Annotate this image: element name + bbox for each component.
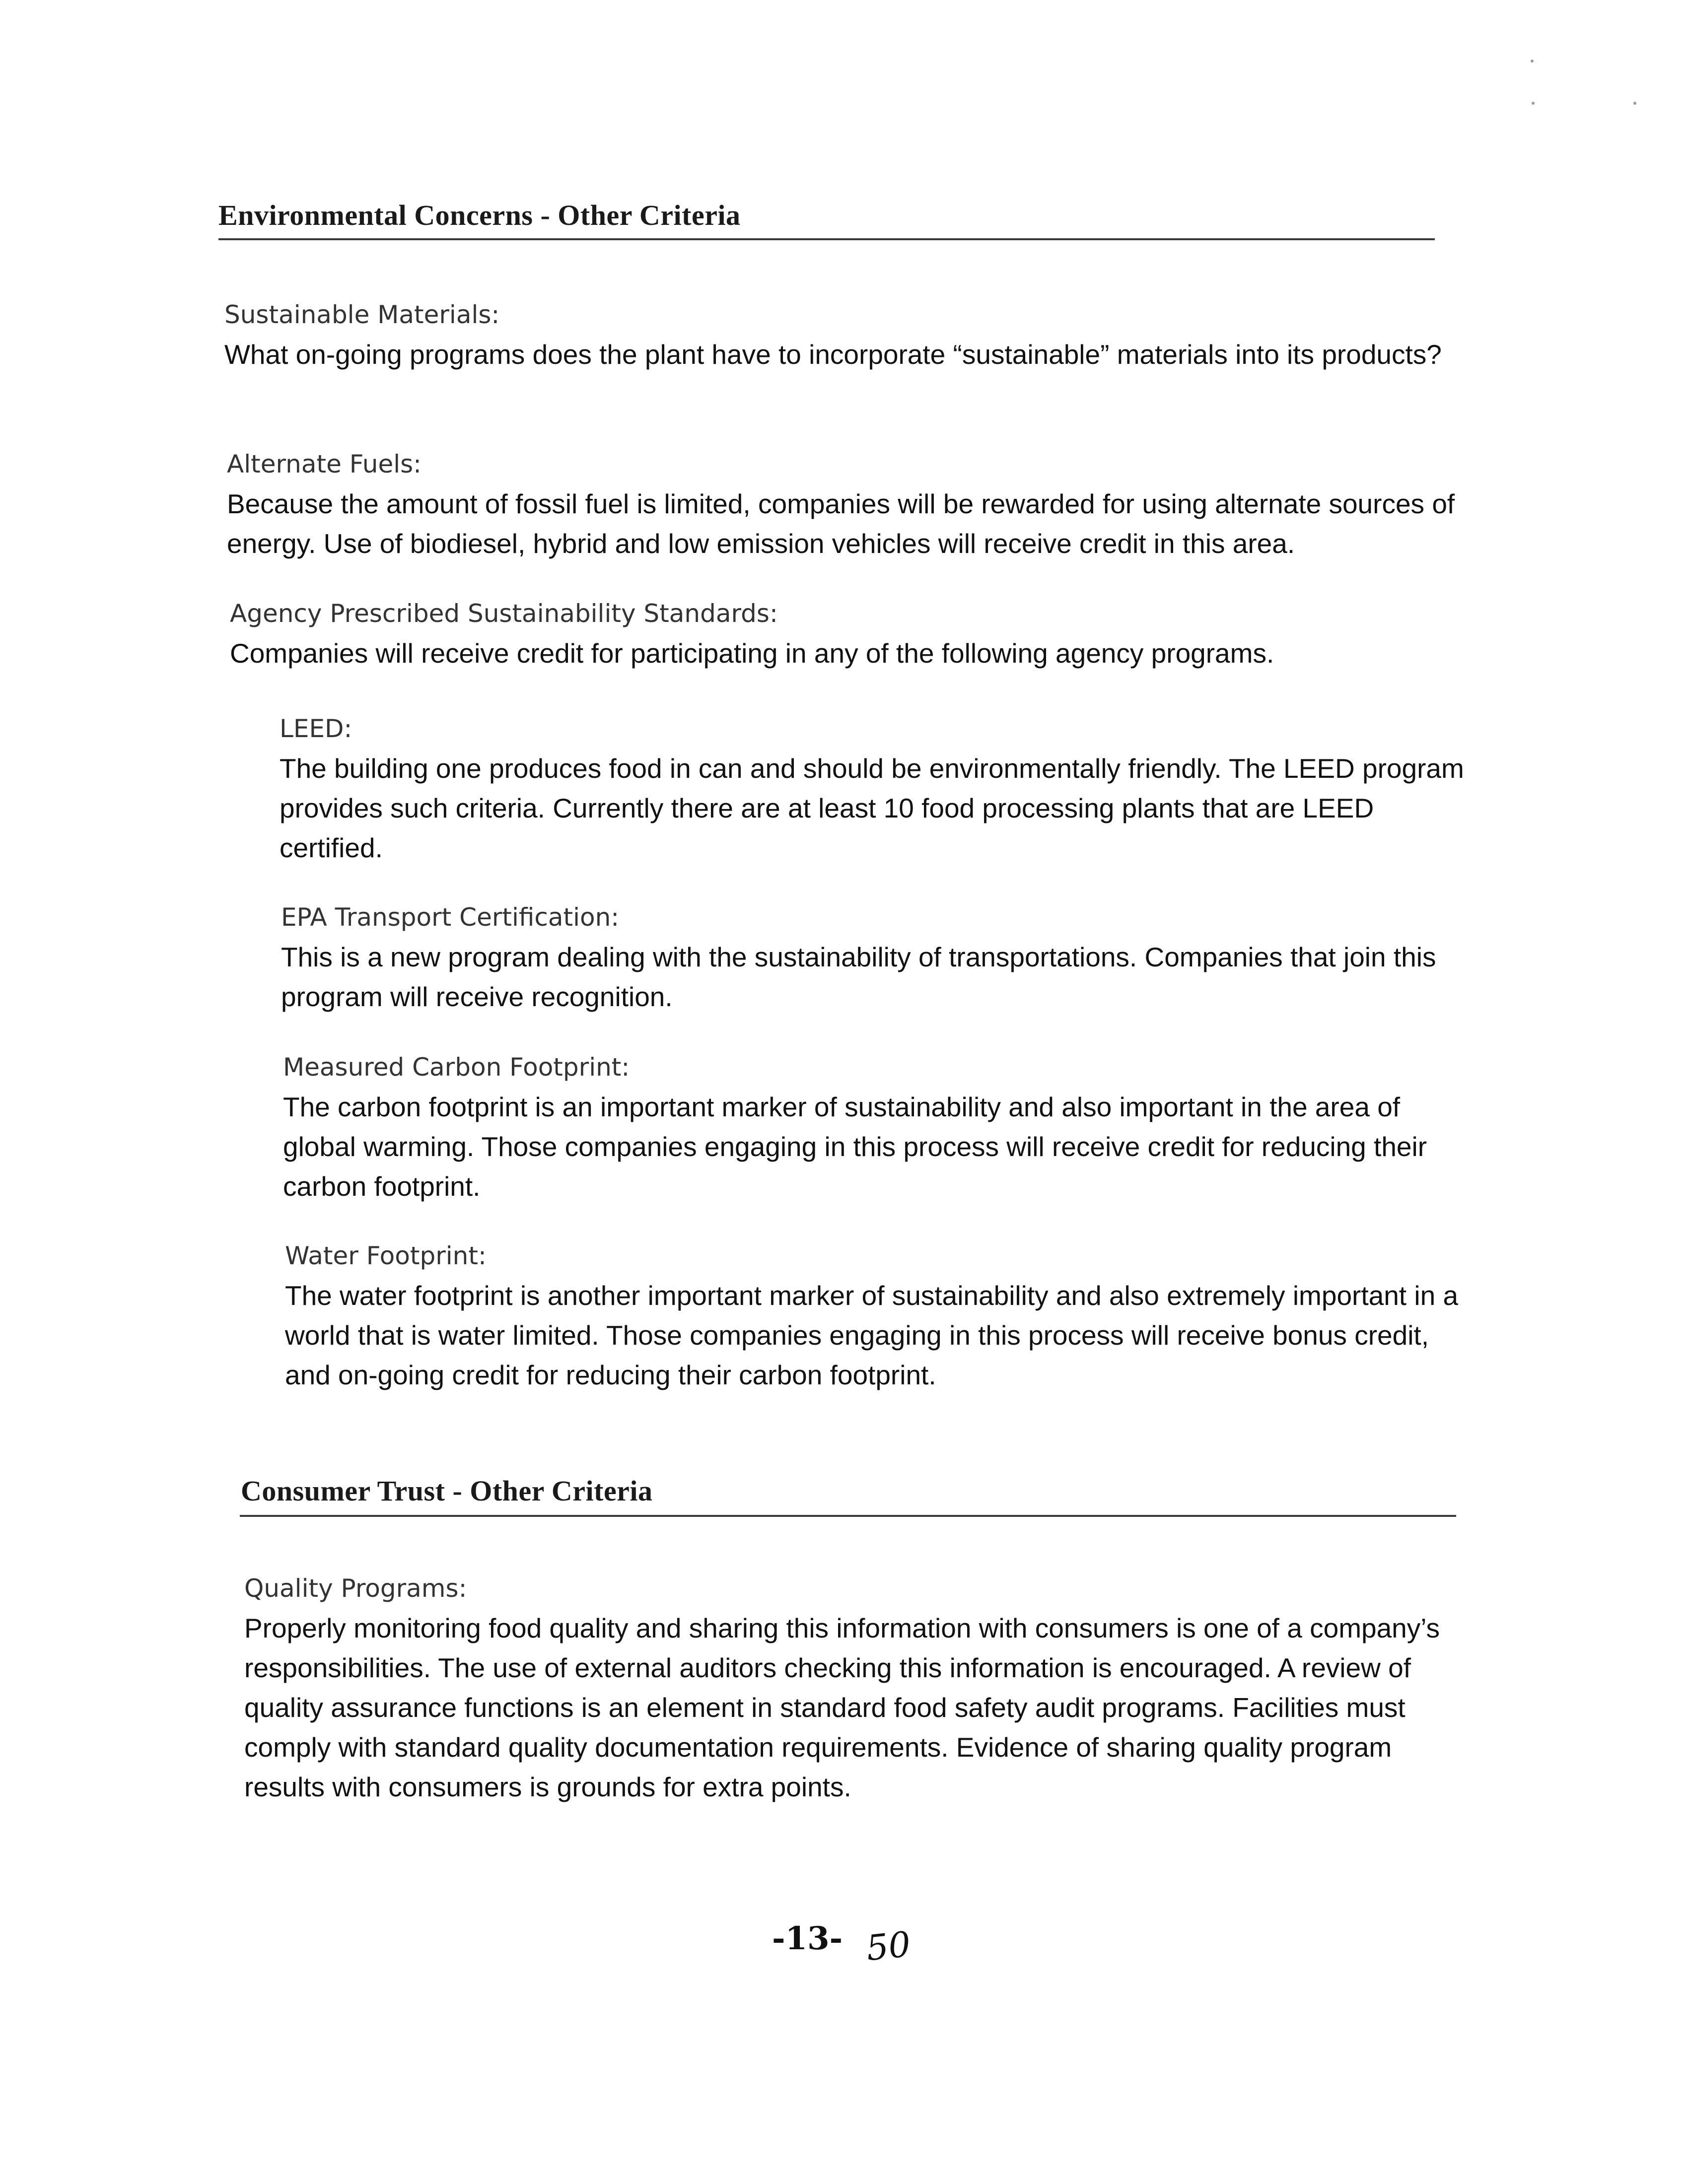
section-heading-environmental-concerns: Environmental Concerns - Other Criteria — [218, 199, 741, 231]
criterion-description: Properly monitoring food quality and sharing this information with consumers is one of a company’s responsibilities. The use of external auditors checking this information is encouraged. A review of quality assurance functions is an element in standard food safety audit programs. Facilities must comply with standard quality documentation requirements. Evidence of sharing quality program results with consumers is grounds for extra points. — [244, 1613, 1440, 1802]
criterion-label: Measured Carbon Footprint: — [283, 1053, 630, 1082]
criterion-quality-programs — [244, 1569, 1476, 1807]
scan-speck — [1531, 60, 1534, 63]
criterion-label: Alternate Fuels: — [227, 450, 422, 478]
criterion-water-footprint — [285, 1236, 1477, 1395]
section-divider — [240, 1515, 1456, 1517]
criterion-description: This is a new program dealing with the sustainability of transportations. Companies that join this program will receive recognition. — [281, 942, 1436, 1012]
criterion-sustainable-materials — [224, 295, 1476, 374]
criterion-description: Companies will receive credit for participating in any of the following agency programs. — [230, 638, 1274, 669]
scan-speck — [1633, 102, 1636, 105]
scan-speck — [1532, 102, 1535, 105]
criterion-label: LEED: — [280, 714, 352, 743]
criterion-label: Quality Programs: — [244, 1574, 467, 1603]
criterion-description: Because the amount of fossil fuel is limited, companies will be rewarded for using alternate sources of energy. Use of biodiesel, hybrid and low emission vehicles will receive credit in this area. — [227, 488, 1455, 559]
criterion-label: Water Footprint: — [285, 1241, 487, 1270]
handwritten-page-number: 50 — [864, 1923, 913, 1969]
criterion-label: Sustainable Materials: — [224, 300, 500, 329]
criterion-description: What on-going programs does the plant have to incorporate “sustainable” materials into its products? — [224, 339, 1442, 370]
page-number: -13- — [772, 1920, 843, 1957]
criterion-description: The building one produces food in can and should be environmentally friendly. The LEED program provides such criteria. Currently there are at least 10 food processing plants that are LEED certified. — [280, 753, 1464, 863]
criterion-label: EPA Transport Certification: — [281, 903, 620, 932]
criterion-leed — [280, 709, 1471, 868]
section-heading-consumer-trust: Consumer Trust - Other Criteria — [241, 1475, 653, 1507]
criterion-alternate-fuels — [227, 444, 1478, 563]
criterion-label: Agency Prescribed Sustainability Standards: — [230, 599, 778, 628]
criterion-carbon-footprint — [283, 1047, 1475, 1206]
section-divider — [218, 238, 1435, 240]
criterion-agency-standards — [230, 594, 1481, 673]
criterion-epa-transport — [281, 897, 1473, 1017]
criterion-description: The water footprint is another important marker of sustainability and also extremely important in a world that is water limited. Those companies engaging in this process will receive bonus credit, and on-going credit for reducing their carbon footprint. — [285, 1280, 1459, 1390]
criterion-description: The carbon footprint is an important marker of sustainability and also important in the area of global warming. Those companies engaging in this process will receive credit for reducing their carbon footprint. — [283, 1092, 1427, 1202]
